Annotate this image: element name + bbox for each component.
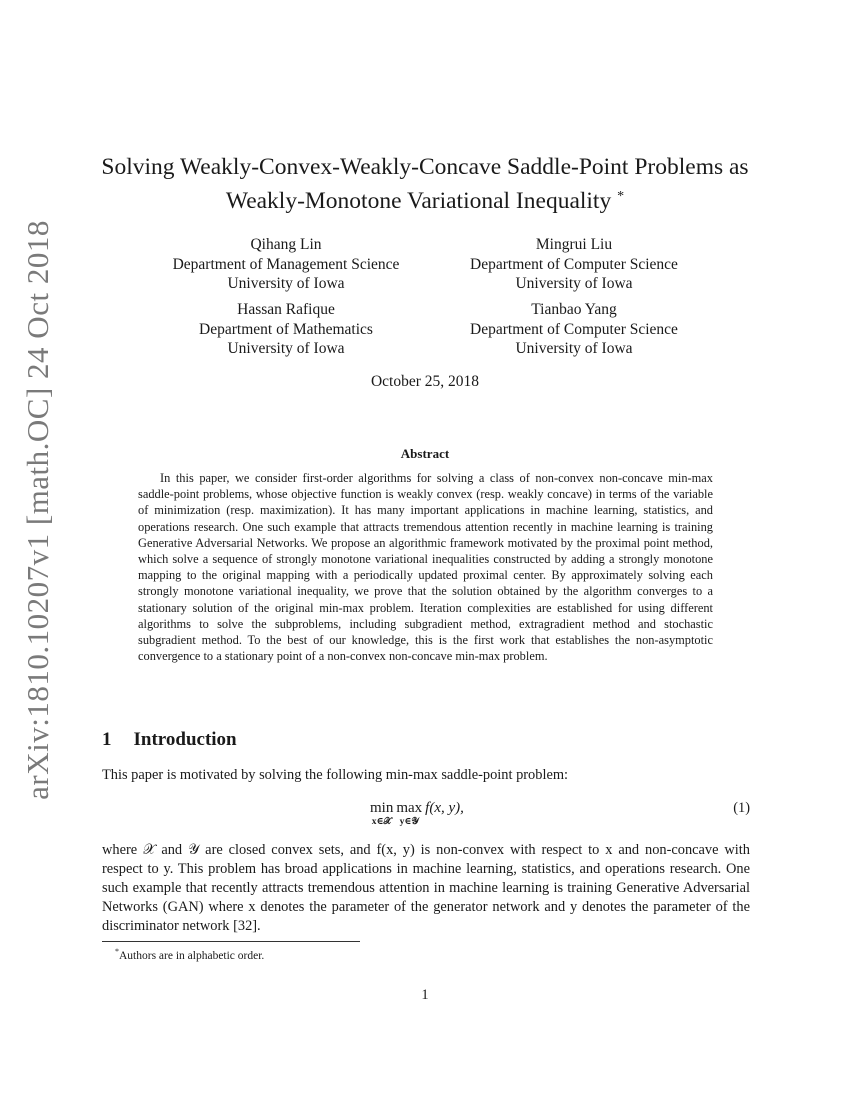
- abstract-heading: Abstract: [400, 446, 450, 461]
- author-university: University of Iowa: [227, 275, 345, 292]
- footnote-mark: *: [115, 947, 119, 956]
- section-heading-introduction: [102, 729, 237, 751]
- equation-number: (1): [733, 800, 750, 816]
- title-line-1: Solving Weakly-Convex-Weakly-Concave Saddle-Point Problems as: [101, 154, 749, 180]
- intro-paragraph-2: where 𝒳 and 𝒴 are closed convex sets, and f(x, y) is non-convex with respect to x and non-concave with respect to y. This problem has broad applications in machine learning, statistics, and operations research. One such example that recently attracts tremendous attention in machine learning is training Generative Adversarial Networks (GAN) where x denotes the parameter of the generator network and y denotes the parameter of the discriminator network [32].: [102, 842, 750, 934]
- equation-function: f(x, y),: [425, 800, 464, 816]
- author-university: University of Iowa: [515, 275, 633, 292]
- max-operator: [396, 800, 422, 827]
- author-block-rafique: [136, 300, 436, 359]
- author-block-liu: [424, 235, 724, 294]
- author-name: Qihang Lin: [250, 236, 322, 253]
- min-subscript: x∈𝒳: [371, 817, 392, 827]
- author-department: Department of Mathematics: [199, 320, 373, 338]
- title-footnote-mark: *: [617, 189, 625, 204]
- footnote-text: Authors are in alphabetic order.: [119, 949, 265, 962]
- author-name: Mingrui Liu: [535, 236, 613, 253]
- arxiv-stamp: arXiv:1810.10207v1 [math.OC] 24 Oct 2018: [20, 220, 55, 800]
- author-block-lin: [136, 235, 436, 294]
- abstract-text: In this paper, we consider first-order algorithms for solving a class of non-convex non-concave min-max saddle-point problems, whose objective function is weakly convex (resp. weakly concave) in terms of the variable of minimization (resp. maximization). It has many important applications in machine learning, statistics, and operations research. One such example that attracts tremendous attention recently in machine learning is training Generative Adversarial Networks. We propose an algorithmic framework motivated by the proximal point method, which solve a sequence of strongly monotone variational inequalities constructed by adding a strongly monotone mapping to the original mapping with a periodically updated proximal center. By approximately solving each strongly monotone variational inequality, we prove that the solution obtained by the algorithm converges to a stationary solution of the original min-max problem. Iteration complexities are established for using different algorithms to solve the subproblems, including subgradient method, extragradient method and stochastic subgradient method. To the best of our knowledge, this is the first work that establishes the non-asymptotic convergence to a stationary point of a non-convex non-concave min-max problem.: [138, 471, 713, 664]
- min-operator: [370, 800, 393, 827]
- author-name: Tianbao Yang: [531, 301, 617, 318]
- equation-body: [370, 800, 464, 827]
- section-title: Introduction: [133, 729, 237, 750]
- equation-1: [102, 796, 750, 836]
- author-block-yang: [424, 300, 724, 359]
- author-university: University of Iowa: [227, 340, 345, 357]
- publication-date: October 25, 2018: [370, 373, 480, 390]
- title-line-2-text: Weakly-Monotone Variational Inequality: [225, 188, 612, 214]
- paper-title: [60, 152, 790, 216]
- footnote: [115, 947, 264, 962]
- intro-paragraph-1: This paper is motivated by solving the following min-max saddle-point problem:: [102, 767, 569, 783]
- author-department: Department of Computer Science: [470, 320, 678, 338]
- section-number: 1: [102, 729, 112, 750]
- page-number: 1: [421, 987, 429, 1003]
- title-line-2: [60, 182, 790, 216]
- min-label: min: [370, 800, 394, 816]
- footnote-rule: [102, 941, 360, 942]
- author-department: Department of Management Science: [172, 255, 400, 273]
- author-department: Department of Computer Science: [470, 255, 678, 273]
- author-university: University of Iowa: [515, 340, 633, 357]
- max-subscript: y∈𝒴: [399, 817, 419, 827]
- author-name: Hassan Rafique: [237, 301, 335, 318]
- max-label: max: [396, 800, 423, 816]
